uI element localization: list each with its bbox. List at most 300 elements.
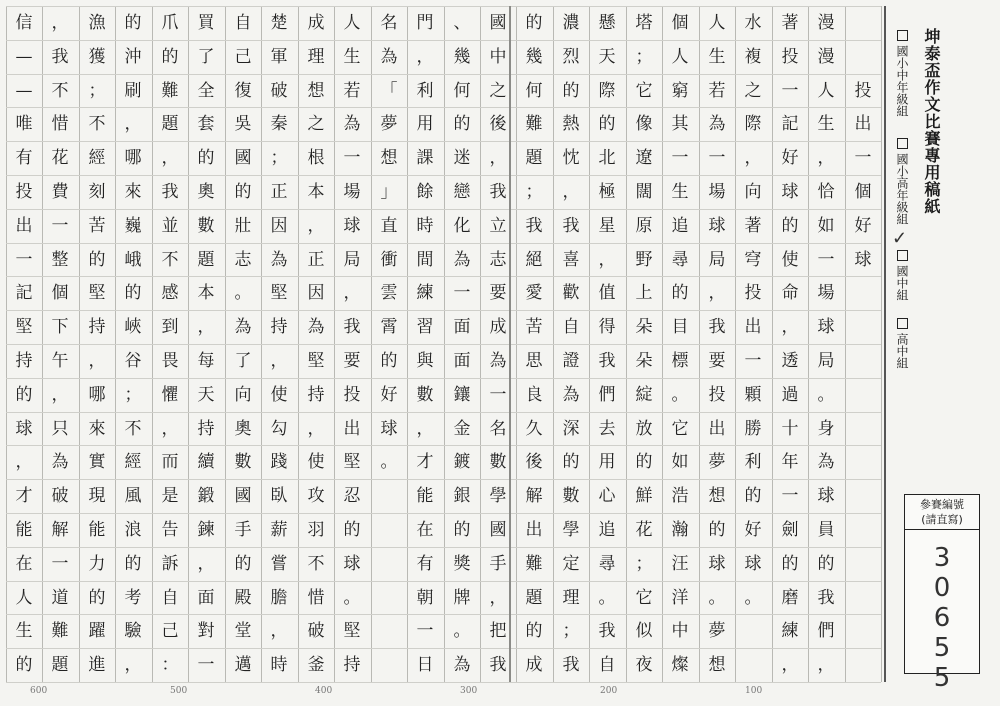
essay-char: 學 — [489, 486, 507, 506]
essay-char: 球 — [708, 554, 726, 574]
essay-char: 本 — [307, 182, 325, 202]
essay-char: 數 — [416, 385, 434, 405]
essay-char: 自 — [562, 317, 580, 337]
option-senior-high[interactable]: 高中組 — [894, 318, 911, 369]
essay-char: 為 — [562, 385, 580, 405]
essay-title-char: 投 — [854, 81, 872, 101]
essay-char: 唯 — [15, 114, 33, 134]
essay-char: 像 — [635, 114, 653, 134]
essay-char: 持 — [343, 655, 361, 675]
essay-char: 的 — [88, 250, 106, 270]
essay-char: 膽 — [270, 588, 288, 608]
essay-char: 與 — [416, 351, 434, 371]
essay-char: 場 — [343, 182, 361, 202]
essay-char: 闊 — [635, 182, 653, 202]
essay-char: ， — [161, 148, 179, 168]
essay-char: 時 — [270, 655, 288, 675]
essay-char: 解 — [525, 486, 543, 506]
essay-char: 爪 — [161, 13, 179, 33]
grid-row-line — [6, 479, 881, 480]
essay-char: 考 — [124, 588, 142, 608]
essay-char: — — [15, 47, 33, 67]
essay-char: 釜 — [307, 655, 325, 675]
essay-char: 過 — [781, 385, 799, 405]
essay-char: 根 — [307, 148, 325, 168]
essay-char: 為 — [489, 351, 507, 371]
essay-char: 著 — [781, 13, 799, 33]
essay-char: 際 — [598, 81, 616, 101]
essay-char: 實 — [88, 452, 106, 472]
essay-char: ； — [635, 554, 653, 574]
essay-char: ， — [416, 47, 434, 67]
grid-column-line — [881, 6, 882, 682]
essay-char: 花 — [51, 148, 69, 168]
option-elementary-middle[interactable]: 國小中年級組 — [894, 30, 911, 117]
essay-char: 。 — [671, 385, 689, 405]
entry-digit: 0 — [933, 573, 951, 603]
essay-char: 花 — [635, 520, 653, 540]
essay-char: ， — [416, 419, 434, 439]
essay-char: 汪 — [671, 554, 689, 574]
essay-char: 我 — [708, 317, 726, 337]
essay-char: 立 — [489, 216, 507, 236]
essay-title-char: 出 — [854, 114, 872, 134]
essay-char: 如 — [671, 452, 689, 472]
essay-title-char: 個 — [854, 182, 872, 202]
essay-char: ， — [562, 182, 580, 202]
essay-char: 理 — [562, 588, 580, 608]
essay-char: 己 — [234, 47, 252, 67]
essay-char: 著 — [744, 216, 762, 236]
essay-char: 手 — [489, 554, 507, 574]
essay-char: 朵 — [635, 351, 653, 371]
essay-char: 面 — [197, 588, 215, 608]
essay-char: 畏 — [161, 351, 179, 371]
essay-char: 獲 — [88, 47, 106, 67]
grid-row-line — [6, 209, 881, 210]
essay-char: ， — [307, 216, 325, 236]
essay-char: 忱 — [562, 148, 580, 168]
essay-char: 能 — [15, 520, 33, 540]
essay-char: 一 — [416, 621, 434, 641]
essay-char: 買 — [197, 13, 215, 33]
essay-char: 一 — [453, 283, 471, 303]
essay-char: 我 — [489, 182, 507, 202]
essay-char: ， — [197, 554, 215, 574]
essay-char: 。 — [708, 588, 726, 608]
essay-char: 鍊 — [197, 520, 215, 540]
essay-char: 定 — [562, 554, 580, 574]
essay-char: ， — [270, 351, 288, 371]
essay-char: 為 — [234, 317, 252, 337]
essay-char: ， — [489, 588, 507, 608]
essay-char: 它 — [635, 588, 653, 608]
essay-char: 不 — [307, 554, 325, 574]
essay-char: 到 — [161, 317, 179, 337]
essay-char: 堅 — [15, 317, 33, 337]
essay-char: 名 — [380, 13, 398, 33]
essay-char: 只 — [51, 419, 69, 439]
essay-char: 己 — [161, 621, 179, 641]
essay-char: 瀚 — [671, 520, 689, 540]
essay-char: 而 — [161, 452, 179, 472]
grid-row-line — [6, 243, 881, 244]
essay-char: 良 — [525, 385, 543, 405]
essay-char: 戀 — [453, 182, 471, 202]
entry-digit: 6 — [933, 603, 951, 633]
grid-row-line — [6, 547, 881, 548]
grid-row-line — [6, 445, 881, 446]
essay-char: 朝 — [416, 588, 434, 608]
essay-char: 課 — [416, 148, 434, 168]
essay-char: 烈 — [562, 47, 580, 67]
essay-char: 難 — [525, 114, 543, 134]
essay-char: 刻 — [88, 182, 106, 202]
essay-char: ： — [161, 655, 179, 675]
essay-char: 的 — [453, 114, 471, 134]
option-junior-high[interactable]: 國中組 — [894, 250, 911, 301]
essay-char: 若 — [343, 81, 361, 101]
essay-char: 的 — [234, 182, 252, 202]
grid-row-line — [6, 412, 881, 413]
essay-char: 才 — [15, 486, 33, 506]
essay-char: 記 — [781, 114, 799, 134]
essay-char: 把 — [489, 621, 507, 641]
essay-char: 、 — [453, 13, 471, 33]
essay-char: 球 — [708, 216, 726, 236]
essay-char: 恰 — [817, 182, 835, 202]
essay-char: 對 — [197, 621, 215, 641]
essay-char: 自 — [234, 13, 252, 33]
essay-title-char: 一 — [854, 148, 872, 168]
essay-char: 楚 — [270, 13, 288, 33]
essay-char: 球 — [380, 419, 398, 439]
essay-char: 局 — [817, 351, 835, 371]
essay-char: 天 — [598, 47, 616, 67]
essay-char: 理 — [307, 47, 325, 67]
essay-char: 手 — [234, 520, 252, 540]
essay-char: 面 — [453, 317, 471, 337]
checkbox-icon[interactable] — [897, 138, 908, 149]
essay-char: 鑲 — [453, 385, 471, 405]
essay-char: 後 — [525, 452, 543, 472]
essay-char: 之 — [744, 81, 762, 101]
footer-number: 100 — [745, 686, 763, 696]
essay-char: 勝 — [744, 419, 762, 439]
grid-row-line — [6, 6, 881, 7]
essay-char: 的 — [197, 148, 215, 168]
essay-char: 」 — [380, 182, 398, 202]
essay-char: 原 — [635, 216, 653, 236]
essay-char: 絕 — [525, 250, 543, 270]
essay-char: 數 — [562, 486, 580, 506]
essay-char: 好 — [781, 148, 799, 168]
grid-row-line — [6, 378, 881, 379]
essay-char: 深 — [562, 419, 580, 439]
essay-char: 持 — [307, 385, 325, 405]
essay-char: 驗 — [124, 621, 142, 641]
essay-char: 去 — [598, 419, 616, 439]
essay-char: 鍍 — [453, 452, 471, 472]
essay-char: 沖 — [124, 47, 142, 67]
essay-char: ， — [817, 655, 835, 675]
essay-char: 野 — [635, 250, 653, 270]
essay-char: 的 — [562, 452, 580, 472]
essay-char: 為 — [307, 317, 325, 337]
essay-char: 破 — [307, 621, 325, 641]
essay-char: 每 — [197, 351, 215, 371]
essay-char: 漫 — [817, 13, 835, 33]
essay-char: 風 — [124, 486, 142, 506]
grid-row-line — [6, 344, 881, 345]
essay-char: 投 — [343, 385, 361, 405]
essay-char: 了 — [197, 47, 215, 67]
essay-char: 壯 — [234, 216, 252, 236]
essay-char: 其 — [671, 114, 689, 134]
essay-char: 持 — [15, 351, 33, 371]
essay-char: 用 — [598, 452, 616, 472]
essay-char: 秦 — [270, 114, 288, 134]
essay-char: 在 — [15, 554, 33, 574]
essay-char: 窮 — [671, 81, 689, 101]
grid-row-line — [6, 682, 881, 683]
essay-char: 成 — [525, 655, 543, 675]
grid-row-line — [6, 276, 881, 277]
essay-char: 習 — [416, 317, 434, 337]
essay-char: 道 — [51, 588, 69, 608]
essay-char: 的 — [380, 351, 398, 371]
essay-char: 穹 — [744, 250, 762, 270]
essay-char: 。 — [598, 588, 616, 608]
essay-char: 尋 — [598, 554, 616, 574]
checkbox-icon[interactable] — [897, 30, 908, 41]
essay-char: 惜 — [51, 114, 69, 134]
essay-char: 使 — [307, 452, 325, 472]
essay-char: 學 — [562, 520, 580, 540]
essay-char: 浩 — [671, 486, 689, 506]
essay-char: 日 — [416, 655, 434, 675]
entry-number-box[interactable] — [904, 494, 980, 693]
essay-char: 忍 — [343, 486, 361, 506]
essay-char: 球 — [817, 486, 835, 506]
essay-char: 我 — [489, 655, 507, 675]
essay-char: 持 — [197, 419, 215, 439]
essay-char: 洋 — [671, 588, 689, 608]
essay-char: 鮮 — [635, 486, 653, 506]
essay-char: 漁 — [88, 13, 106, 33]
essay-char: 堅 — [307, 351, 325, 371]
essay-char: 顆 — [744, 385, 762, 405]
essay-char: — — [15, 81, 33, 101]
essay-char: 球 — [817, 317, 835, 337]
essay-char: 燦 — [671, 655, 689, 675]
essay-char: 的 — [453, 520, 471, 540]
essay-char: 持 — [270, 317, 288, 337]
checkbox-icon[interactable] — [897, 250, 908, 261]
essay-char: 在 — [416, 520, 434, 540]
essay-char: 我 — [525, 216, 543, 236]
essay-char: 因 — [270, 216, 288, 236]
essay-char: 雲 — [380, 283, 398, 303]
essay-char: 為 — [817, 452, 835, 472]
essay-char: ， — [270, 621, 288, 641]
essay-char: 一 — [343, 148, 361, 168]
essay-char: 球 — [15, 419, 33, 439]
essay-char: 羽 — [307, 520, 325, 540]
essay-char: 透 — [781, 351, 799, 371]
footer-number: 600 — [30, 686, 48, 696]
essay-char: ， — [781, 655, 799, 675]
essay-char: 才 — [416, 452, 434, 472]
essay-char: 何 — [453, 81, 471, 101]
essay-char: 投 — [15, 182, 33, 202]
essay-char: 向 — [234, 385, 252, 405]
checkbox-icon[interactable] — [897, 318, 908, 329]
essay-char: 堅 — [343, 452, 361, 472]
essay-char: 。 — [817, 385, 835, 405]
essay-char: ， — [51, 13, 69, 33]
essay-char: 不 — [161, 250, 179, 270]
essay-char: 後 — [489, 114, 507, 134]
essay-char: 球 — [744, 554, 762, 574]
essay-char: 練 — [416, 283, 434, 303]
essay-char: 夢 — [708, 621, 726, 641]
essay-char: 能 — [88, 520, 106, 540]
grid-row-line — [6, 648, 881, 649]
sidebar-divider — [884, 6, 886, 682]
essay-char: 若 — [708, 81, 726, 101]
essay-char: 我 — [562, 216, 580, 236]
essay-char: 使 — [781, 250, 799, 270]
essay-char: 一 — [781, 486, 799, 506]
essay-char: 獎 — [453, 554, 471, 574]
essay-char: ， — [124, 655, 142, 675]
essay-char: 難 — [525, 554, 543, 574]
essay-char: 堅 — [343, 621, 361, 641]
essay-char: 的 — [744, 486, 762, 506]
essay-char: 場 — [708, 182, 726, 202]
form-title: 坤泰盃作文比賽專用稿紙 — [922, 28, 941, 215]
essay-char: 成 — [489, 317, 507, 337]
essay-char: 出 — [15, 216, 33, 236]
essay-char: 為 — [380, 47, 398, 67]
grid-row-line — [6, 581, 881, 582]
essay-char: 似 — [635, 621, 653, 641]
essay-char: 不 — [51, 81, 69, 101]
essay-char: 星 — [598, 216, 616, 236]
essay-char: 鍛 — [197, 486, 215, 506]
essay-char: 人 — [817, 81, 835, 101]
essay-char: 要 — [708, 351, 726, 371]
essay-char: 衝 — [380, 250, 398, 270]
essay-char: 出 — [343, 419, 361, 439]
essay-char: 一 — [15, 250, 33, 270]
essay-char: 投 — [708, 385, 726, 405]
footer-number: 300 — [460, 686, 478, 696]
essay-char: 塔 — [635, 13, 653, 33]
essay-char: 極 — [598, 182, 616, 202]
essay-char: 球 — [343, 216, 361, 236]
essay-char: 身 — [817, 419, 835, 439]
essay-char: ， — [817, 148, 835, 168]
essay-char: 刷 — [124, 81, 142, 101]
essay-char: 惜 — [307, 588, 325, 608]
essay-char: 它 — [671, 419, 689, 439]
manuscript-grid — [6, 6, 881, 682]
essay-char: 水 — [744, 13, 762, 33]
essay-char: ， — [197, 317, 215, 337]
essay-char: 整 — [51, 250, 69, 270]
essay-char: 苦 — [525, 317, 543, 337]
essay-char: ， — [489, 148, 507, 168]
essay-char: 哪 — [88, 385, 106, 405]
essay-char: 題 — [197, 250, 215, 270]
essay-char: 殿 — [234, 588, 252, 608]
essay-char: 躍 — [88, 621, 106, 641]
check-mark-icon: ✓ — [892, 228, 908, 249]
essay-char: 一 — [708, 148, 726, 168]
essay-char: 感 — [161, 283, 179, 303]
essay-char: 告 — [161, 520, 179, 540]
essay-char: 我 — [343, 317, 361, 337]
essay-char: 浪 — [124, 520, 142, 540]
essay-char: 經 — [124, 452, 142, 472]
essay-char: 不 — [88, 114, 106, 134]
essay-char: 人 — [15, 588, 33, 608]
essay-char: 有 — [416, 554, 434, 574]
essay-char: 銀 — [453, 486, 471, 506]
essay-char: 生 — [671, 182, 689, 202]
essay-char: 追 — [671, 216, 689, 236]
essay-char: 套 — [197, 114, 215, 134]
essay-char: 練 — [781, 621, 799, 641]
essay-char: 上 — [635, 283, 653, 303]
essay-char: 直 — [380, 216, 398, 236]
essay-char: ， — [15, 452, 33, 472]
essay-char: 不 — [124, 419, 142, 439]
grid-row-line — [6, 107, 881, 108]
essay-char: 們 — [817, 621, 835, 641]
essay-char: 一 — [671, 148, 689, 168]
essay-char: 的 — [817, 554, 835, 574]
essay-char: 時 — [416, 216, 434, 236]
essay-char: 自 — [598, 655, 616, 675]
essay-title-char: 球 — [854, 250, 872, 270]
essay-char: 我 — [562, 655, 580, 675]
essay-char: 我 — [598, 621, 616, 641]
page-fold — [509, 6, 511, 682]
essay-char: 堅 — [270, 283, 288, 303]
essay-char: 國 — [234, 486, 252, 506]
essay-char: 人 — [343, 13, 361, 33]
essay-char: 們 — [598, 385, 616, 405]
essay-char: 夢 — [708, 452, 726, 472]
essay-char: ， — [598, 250, 616, 270]
essay-char: 為 — [708, 114, 726, 134]
essay-char: 夜 — [635, 655, 653, 675]
essay-char: 吳 — [234, 114, 252, 134]
essay-char: 之 — [489, 81, 507, 101]
essay-char: 一 — [51, 216, 69, 236]
essay-char: 幾 — [525, 47, 543, 67]
option-elementary-high[interactable]: 國小高年級組 — [894, 138, 911, 225]
essay-char: 正 — [270, 182, 288, 202]
essay-char: 餘 — [416, 182, 434, 202]
essay-char: 復 — [234, 81, 252, 101]
grid-row-line — [6, 614, 881, 615]
essay-char: 「 — [380, 81, 398, 101]
essay-char: 一 — [51, 554, 69, 574]
